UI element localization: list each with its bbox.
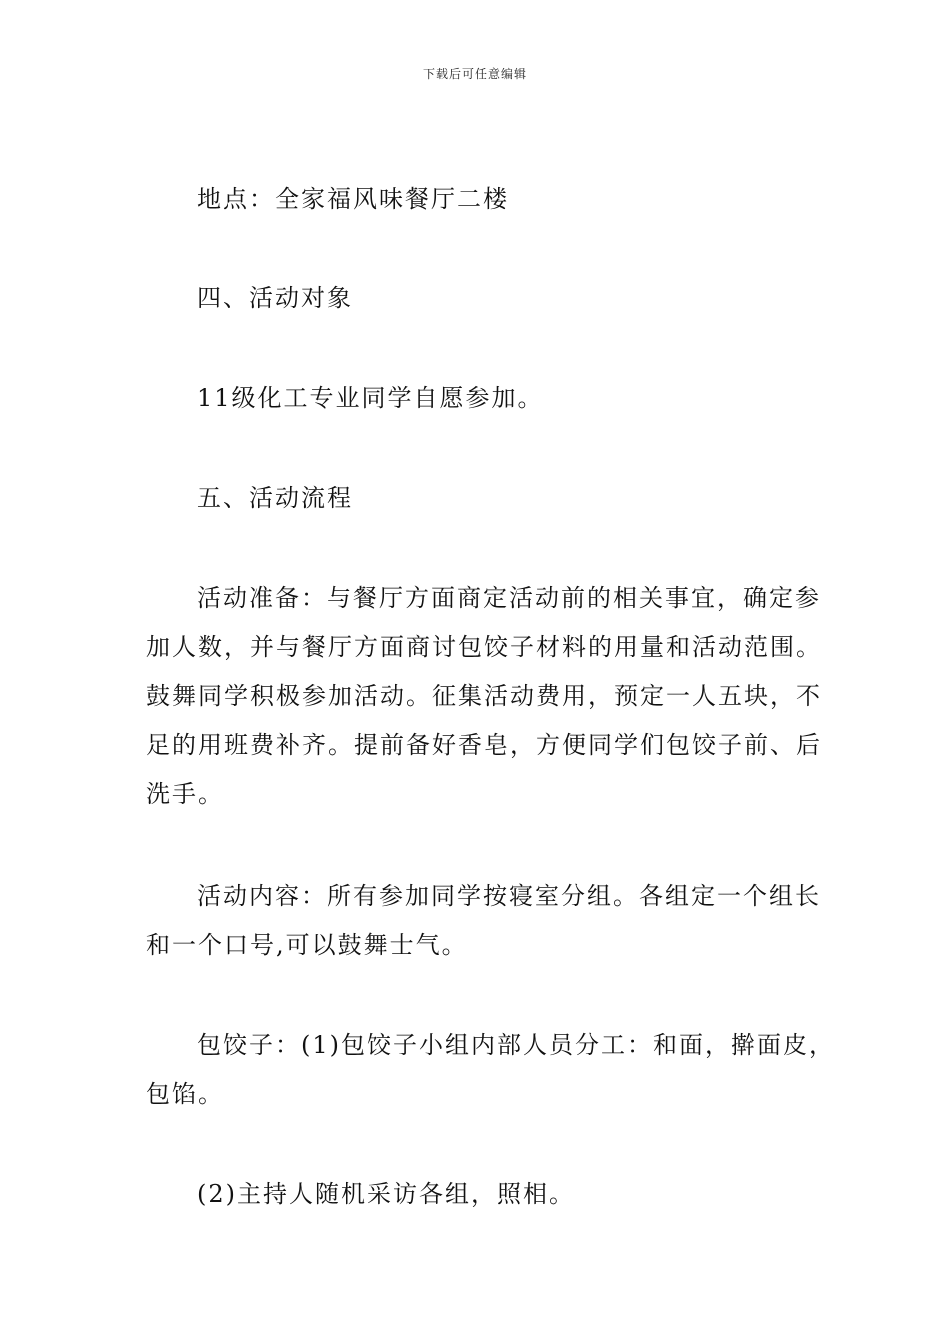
paragraph-content: 活动内容：所有参加同学按寝室分组。各组定一个组长和一个口号,可以鼓舞士气。 — [146, 882, 821, 959]
heading-activity-process: 五、活动流程 — [197, 484, 353, 512]
heading-activity-target: 四、活动对象 — [197, 284, 353, 312]
paragraph-location: 地点：全家福风味餐厅二楼 — [197, 185, 509, 213]
paragraph-preparation: 活动准备：与餐厅方面商定活动前的相关事宜，确定参加人数，并与餐厅方面商讨包饺子材料的用量和活动范围。鼓舞同学积极参加活动。征集活动费用，预定一人五块，不足的用班费补齐。提前备好香皂，方便同学们包饺子前、后洗手。 — [146, 584, 822, 808]
header-note: 下载后可任意编辑 — [422, 67, 527, 81]
paragraph-dumplings: 包饺子：(1)包饺子小组内部人员分工：和面，擀面皮，包馅。 — [146, 1031, 835, 1108]
paragraph-interview: (2)主持人随机采访各组，照相。 — [197, 1180, 575, 1208]
paragraph-participants: 11级化工专业同学自愿参加。 — [197, 384, 544, 412]
